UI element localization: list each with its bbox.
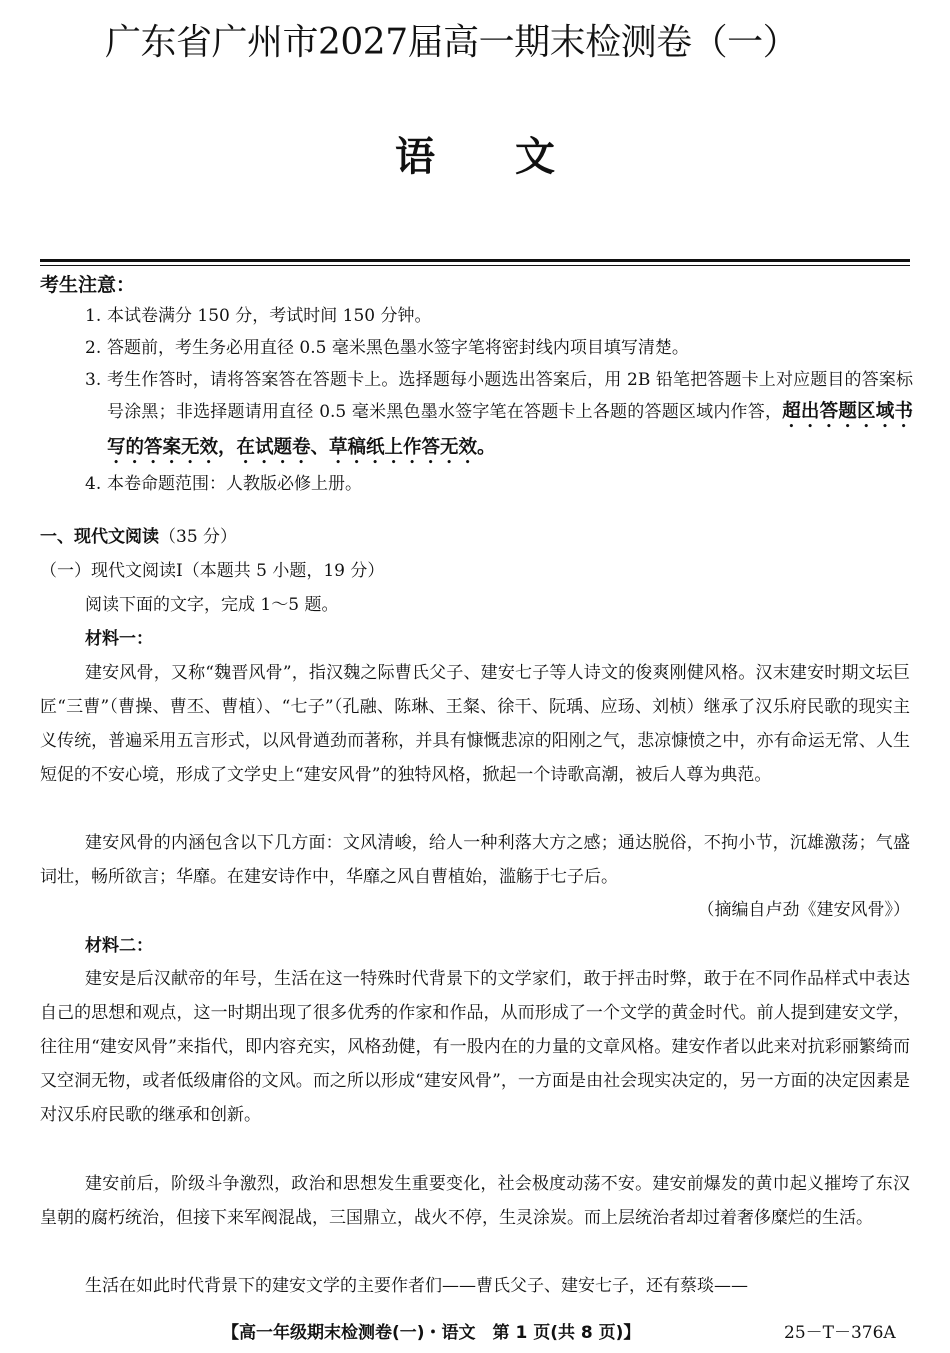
notice-item-number: 1. xyxy=(85,306,102,326)
section-points: （35 分） xyxy=(159,527,238,547)
material1-source: （摘编自卢劲《建安风骨》） xyxy=(697,900,910,920)
section-heading-text: 一、现代文阅读 xyxy=(40,527,159,547)
section-heading xyxy=(40,522,237,547)
notice-item xyxy=(85,468,913,500)
header-rule-thin xyxy=(40,265,910,266)
notice-item-text: 本卷命题范围：人教版必修上册。 xyxy=(107,474,362,494)
notice-heading: 考生注意： xyxy=(40,274,136,296)
notice-item-number: 3. xyxy=(85,370,102,390)
header-rule-thick xyxy=(40,259,910,262)
material2-paragraph: 建安前后，阶级斗争激烈，政治和思想发生重要变化，社会极度动荡不安。建安前爆发的黄巾起义摧垮了东汉皇朝的腐朽统治，但接下来军阀混战，三国鼎立，战火不停，生灵涂炭。而上层统治者却过着奢侈糜烂的生活。 xyxy=(40,1174,910,1228)
notice-item xyxy=(85,300,913,332)
material2-paragraph: 建安是后汉献帝的年号，生活在这一特殊时代背景下的文学家们，敢于抨击时弊，敢于在不同作品样式中表达自己的思想和观点，这一时期出现了很多优秀的作家和作品，从而形成了一个文学的黄金时代。前人提到建安文学，往往用“建安风骨”来指代，即内容充实，风格劲健，有一股内在的力量的文章风格。建安作者以此来对抗彩丽繁绮而又空洞无物，或者低级庸俗的文风。而之所以形成“建安风骨”，一方面是由社会现实决定的，另一方面的决定因素是对汉乐府民歌的继承和创新。 xyxy=(40,969,910,1125)
notice-item-emphasis: 超出答题区域书写的答案无效，在试题卷、草稿纸上作答无效。 xyxy=(107,401,913,458)
notice-item-text: 答题前，考生务必用直径 0.5 毫米黑色墨水签字笔将密封线内项目填写清楚。 xyxy=(107,338,689,358)
footer-code: 25－T－376A xyxy=(784,1323,896,1343)
material1-paragraph: 建安风骨，又称“魏晋风骨”，指汉魏之际曹氏父子、建安七子等人诗文的俊爽刚健风格。汉末建安时期文坛巨匠“三曹”（曹操、曹丕、曹植）、“七子”（孔融、陈琳、王粲、徐干、阮瑀、应玚、刘桢）继承了汉乐府民歌的现实主义传统，普遍采用五言形式，以风骨遒劲而著称，并具有慷慨悲凉的阳刚之气，悲凉慷愤之中，亦有命运无常、人生短促的不安心境，形成了文学史上“建安风骨”的独特风格，掀起一个诗歌高潮，被后人尊为典范。 xyxy=(40,663,910,785)
notice-item-number: 2. xyxy=(85,338,102,358)
notice-item-text: 考生作答时，请将答案答在答题卡上。选择题每小题选出答案后，用 2B 铅笔把答题卡上对应题目的答案标号涂黑；非选择题请用直径 0.5 毫米黑色墨水签字笔在答题卡上各题的答题区域内作答， xyxy=(107,370,913,422)
notice-item-text: 本试卷满分 150 分，考试时间 150 分钟。 xyxy=(107,306,432,326)
notice-item xyxy=(85,364,913,468)
page-footer xyxy=(0,1318,950,1348)
sub-heading: （一）现代文阅读Ⅰ（本题共 5 小题，19 分） xyxy=(40,561,385,581)
reading-instruction: 阅读下面的文字，完成 1～5 题。 xyxy=(85,595,339,615)
material1-label: 材料一： xyxy=(85,629,153,649)
notice-list xyxy=(85,300,913,500)
subject-title: 语文 xyxy=(395,134,635,180)
footer-page-info: 【高一年级期末检测卷(一)・语文 第 1 页(共 8 页)】 xyxy=(222,1323,641,1343)
notice-item xyxy=(85,332,913,364)
material1-paragraph: 建安风骨的内涵包含以下几方面：文风清峻，给人一种利落大方之感；通达脱俗，不拘小节，沉雄激荡；气盛词壮，畅所欲言；华靡。在建安诗作中，华靡之风自曹植始，滥觞于七子后。 xyxy=(40,833,910,887)
notice-item-number: 4. xyxy=(85,474,102,494)
material2-paragraph: 生活在如此时代背景下的建安文学的主要作者们——曹氏父子、建安七子，还有蔡琰—— xyxy=(85,1276,748,1296)
material2-label: 材料二： xyxy=(85,936,153,956)
exam-title: 广东省广州市2027届高一期末检测卷（一） xyxy=(105,22,799,63)
